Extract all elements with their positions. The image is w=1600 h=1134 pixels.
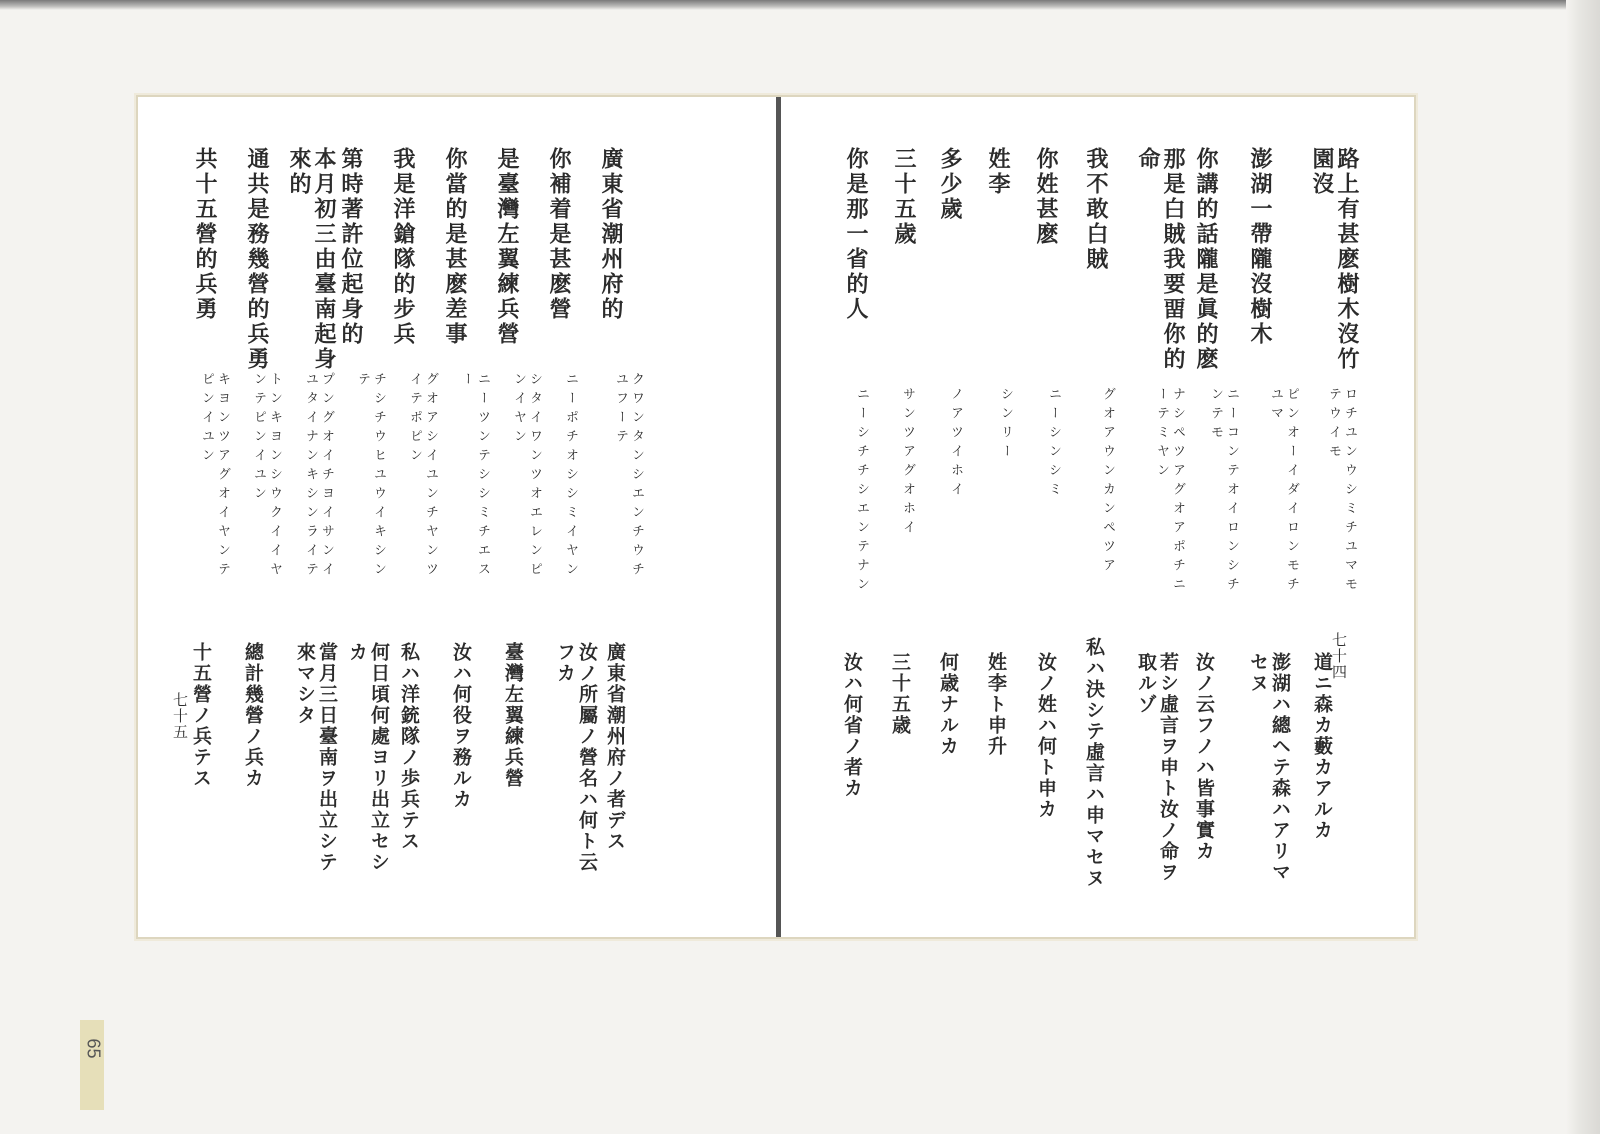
- right-japanese-line-9: 三十五歳: [889, 652, 911, 736]
- right-chinese-line-1: 路上有甚麽樹木沒竹 園沒: [1309, 147, 1360, 372]
- right-kana-line-5: グオアウンカンペツア: [1100, 387, 1115, 577]
- page-number-left: 七十五: [171, 692, 189, 740]
- left-chinese-line-7: 本月初三由臺南起身 來的: [286, 147, 337, 372]
- right-japanese-line-6: 汝ノ姓ハ何ト申カ: [1035, 652, 1057, 820]
- left-chinese-line-4: 你當的是甚麽差事: [442, 147, 468, 347]
- right-kana-line-7: シンリー: [998, 387, 1013, 463]
- right-japanese-line-5: 私ハ決シテ虛言ハ申マセヌ: [1083, 637, 1105, 889]
- right-chinese-line-2: 澎湖一帶隴沒樹木: [1247, 147, 1273, 347]
- left-chinese-line-2: 你補着是甚麽營: [546, 147, 572, 322]
- left-japanese-line-4: 汝ハ何役ヲ務ルカ: [450, 642, 472, 810]
- left-japanese-line-5: 私ハ洋銃隊ノ歩兵テス: [398, 642, 420, 852]
- right-chinese-line-9: 三十五歲: [891, 147, 917, 247]
- right-kana-line-10: ニーシチチシエンテナン: [854, 387, 869, 596]
- left-kana-line-5: グオアシイユンチヤンツ イテポピン: [407, 372, 438, 581]
- right-japanese-line-4: 若シ虛言ヲ申ト汝ノ命ヲ 取ルゾ: [1135, 652, 1179, 883]
- right-chinese-line-10: 你是那一省的人: [843, 147, 869, 322]
- page-left: [138, 97, 774, 937]
- right-japanese-line-1: 道ニ森カ藪カアルカ: [1311, 652, 1333, 841]
- right-chinese-line-3: 你講的話隴是眞的麽: [1193, 147, 1219, 372]
- scan-top-edge: [0, 0, 1600, 10]
- right-chinese-line-6: 你姓甚麽: [1033, 147, 1059, 247]
- left-kana-line-4: ニーツンテシシミチエス ー: [459, 372, 490, 581]
- right-kana-line-9: サンツアグオホイ: [900, 387, 915, 539]
- page-number-right: 七十四: [1330, 632, 1348, 680]
- left-chinese-line-1: 廣東省潮州府的: [598, 147, 624, 322]
- side-tab-label: 65: [83, 1038, 104, 1059]
- left-chinese-line-8: 通共是務幾營的兵勇: [244, 147, 270, 372]
- right-chinese-line-7: 姓李: [985, 147, 1011, 197]
- left-kana-line-8: トンキヨンシウクイイヤ ンテピンイユン: [251, 372, 282, 581]
- left-japanese-line-3: 臺灣左翼練兵營: [502, 642, 524, 789]
- right-chinese-line-5: 我不敢白賊: [1083, 147, 1109, 272]
- right-japanese-line-8: 何歳ナルカ: [937, 652, 959, 757]
- right-kana-line-2: ピンオーイダイロンモチ ユマ: [1268, 387, 1299, 596]
- right-chinese-line-8: 多少歲: [937, 147, 963, 222]
- left-chinese-line-6: 第時著許位起身的: [338, 147, 364, 347]
- scan-right-edge: [1566, 0, 1600, 1134]
- right-kana-line-3: ニーコンテオイロンシチ ンテモ: [1208, 387, 1239, 596]
- right-kana-line-1: ロチユンウシミチユマモ テウイモ: [1326, 387, 1357, 596]
- left-japanese-line-1: 廣東省潮州府ノ者デス: [604, 642, 626, 852]
- left-japanese-line-6: 何日頃何處ヨリ出立セシ カ: [346, 642, 390, 873]
- right-japanese-line-10: 汝ハ何省ノ者カ: [841, 652, 863, 799]
- left-japanese-line-7: 當月三日臺南ヲ出立シテ 來マシタ: [294, 642, 338, 873]
- left-japanese-line-9: 十五營ノ兵テス: [190, 642, 212, 789]
- right-chinese-line-4: 那是白賊我要畱你的 命: [1135, 147, 1186, 372]
- right-japanese-line-3: 汝ノ云フノハ皆事實カ: [1193, 652, 1215, 862]
- left-kana-line-2: ニーポチオシシミイヤン: [563, 372, 578, 581]
- right-japanese-line-7: 姓李ト申升: [985, 652, 1007, 757]
- page-right: [781, 97, 1414, 937]
- left-kana-line-9: キヨンツアグオイヤンテ ピンイユン: [199, 372, 230, 581]
- left-chinese-line-9: 共十五營的兵勇: [192, 147, 218, 322]
- left-chinese-line-5: 我是洋鎗隊的步兵: [390, 147, 416, 347]
- right-kana-line-4: ナシペツアグオアポチニ ーテミヤン: [1154, 387, 1185, 596]
- left-kana-line-1: クワンタンシエンチウチ ユフーテ: [613, 372, 644, 581]
- left-kana-line-7: プングオイチヨイサンイ ユタイナンキシンライテ: [303, 372, 334, 581]
- left-japanese-line-8: 總計幾營ノ兵カ: [242, 642, 264, 789]
- side-page-tab: [80, 1020, 104, 1110]
- right-japanese-line-2: 澎湖ハ總ヘテ森ハアリマ セヌ: [1247, 652, 1291, 883]
- left-chinese-line-3: 是臺灣左翼練兵營: [494, 147, 520, 347]
- book-spread: [138, 97, 1414, 937]
- left-japanese-line-2: 汝ノ所屬ノ營名ハ何ト云 フカ: [554, 642, 598, 873]
- left-kana-line-3: シタイワンツオエレンピ ンイヤン: [511, 372, 542, 581]
- left-kana-line-6: チシチウヒユウイキシン テ: [355, 372, 386, 581]
- right-kana-line-6: ニーシンシミ: [1046, 387, 1061, 501]
- right-kana-line-8: ノアツイホイ: [948, 387, 963, 501]
